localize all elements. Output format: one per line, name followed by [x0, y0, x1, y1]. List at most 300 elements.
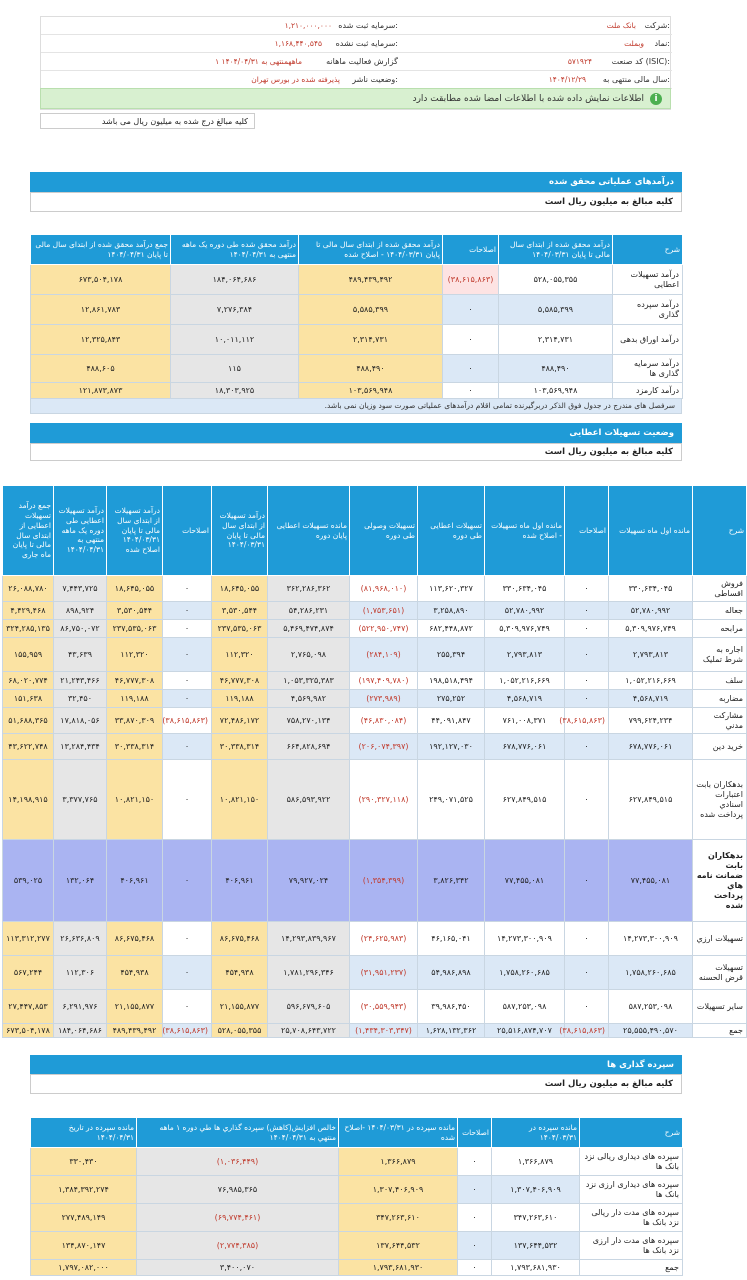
loans-cell: ۰ — [565, 638, 609, 672]
loans-cell: ۱,۰۵۲,۲۱۶,۶۶۹ — [485, 672, 565, 690]
deposits-cell: ۳۴۷,۲۶۳,۶۱۰ — [339, 1204, 458, 1232]
loans-cell: ۱۴,۲۷۳,۳۰۰,۹۰۹ — [485, 922, 565, 956]
income-cell: ۱۲,۳۲۵,۸۴۳ — [31, 325, 171, 355]
loans-cell: ۰ — [163, 672, 212, 690]
loans-cell: ۷۶۱,۰۰۸,۳۷۱ — [485, 708, 565, 734]
loans-cell: ۳۲۴,۲۸۵,۱۳۵ — [3, 620, 54, 638]
loans-cell: ۰ — [565, 990, 609, 1024]
deposits-row-label: جمع — [580, 1260, 683, 1276]
loans-cell: ۷۷,۴۵۵,۰۸۱ — [609, 840, 693, 922]
loans-cell: ۰ — [163, 690, 212, 708]
loans-cell: ۲۱,۱۵۵,۸۷۷ — [107, 990, 163, 1024]
income-cell: ۵۲۸,۰۵۵,۳۵۵ — [499, 265, 613, 295]
loans-cell: ۰ — [565, 922, 609, 956]
deposits-cell: ۰ — [458, 1204, 492, 1232]
loans-cell: (۲۷۳,۹۸۹) — [350, 690, 418, 708]
loans-row-label: خرید دین — [693, 734, 747, 760]
loans-col-header: درآمد تسهیلات از ابتدای سال مالی تا پایان ۱۴۰۴/۰۳/۳۱ اصلاح شده — [107, 486, 163, 576]
loans-cell: ۰ — [565, 760, 609, 840]
fiscal-value: ۱۴۰۴/۱۲/۲۹ — [548, 75, 586, 84]
loans-cell: ۳۹,۹۸۶,۴۵۰ — [418, 990, 485, 1024]
loans-cell: (۳۸,۶۱۵,۸۶۳) — [565, 1024, 609, 1038]
loans-cell: ۲۵,۵۱۶,۸۷۴,۷۰۷ — [485, 1024, 565, 1038]
unit-note-text: کلیه مبالغ درج شده به میلیون ریال می باشد — [101, 116, 248, 126]
loans-row — [3, 840, 747, 922]
loans-cell: ۱۵۱,۶۳۸ — [3, 690, 54, 708]
loans-row — [3, 708, 747, 734]
loans-cell: ۱,۶۲۸,۱۳۲,۳۶۲ — [418, 1024, 485, 1038]
income-col-header: شرح — [613, 235, 683, 265]
loans-row — [3, 638, 747, 672]
loans-cell: ۷۹۹,۶۲۴,۲۳۴ — [609, 708, 693, 734]
deposits-cell: ۷۶,۹۸۵,۳۶۵ — [137, 1176, 339, 1204]
income-col-header: درآمد محقق شده طی دوره یک ماهه منتهی به ۱۴۰۴/۰۴/۳۱ — [171, 235, 299, 265]
loans-row-label: تسهیلات قرض الحسنه — [693, 956, 747, 990]
info-row-4 — [41, 71, 672, 89]
loans-cell: (۳۱,۹۵۱,۲۳۷) — [350, 956, 418, 990]
income-cell: ۰ — [443, 325, 499, 355]
loans-cell: ۲۴۹,۰۷۱,۵۲۵ — [418, 760, 485, 840]
loans-cell: ۱۹۲,۱۲۷,۰۳۰ — [418, 734, 485, 760]
loans-cell: ۲,۷۹۳,۸۱۳ — [485, 638, 565, 672]
loans-cell: ۲۱,۲۴۳,۴۶۶ — [54, 672, 107, 690]
isic-label: کد صنعت (ISIC): — [611, 57, 670, 66]
loans-col-header: اصلاحات — [565, 486, 609, 576]
loans-cell: ۳,۸۲۶,۳۴۲ — [418, 840, 485, 922]
loans-cell: ۴۵۴,۹۳۸ — [212, 956, 268, 990]
loans-cell: ۷,۴۴۳,۷۲۵ — [54, 576, 107, 602]
loans-cell: ۰ — [163, 734, 212, 760]
income-row-label: درآمد اوراق بدهی — [613, 325, 683, 355]
deposits-cell: ۱,۷۹۷,۰۸۲,۰۰۰ — [31, 1260, 137, 1276]
deposits-row-label: سپرده های دیداری ارزی نزد بانک ها — [580, 1176, 683, 1204]
income-footnote — [30, 398, 682, 414]
loans-cell: ۵۲,۷۸۰,۹۹۲ — [485, 602, 565, 620]
income-cell: (۳۸,۶۱۵,۸۶۳) — [443, 265, 499, 295]
loans-cell: ۱۰,۸۲۱,۱۵۰ — [107, 760, 163, 840]
loans-cell: ۵۶۷,۲۴۴ — [3, 956, 54, 990]
loans-cell: ۷۵۸,۲۷۰,۱۳۴ — [268, 708, 350, 734]
loans-cell: ۲۳۷,۵۳۵,۰۶۳ — [107, 620, 163, 638]
loans-cell: ۴,۵۶۸,۷۱۹ — [485, 690, 565, 708]
loans-cell: ۳,۵۳۰,۵۴۴ — [107, 602, 163, 620]
loans-cell: ۴۶,۷۷۷,۳۰۸ — [212, 672, 268, 690]
loans-cell: ۰ — [163, 638, 212, 672]
deposits-cell: ۰ — [458, 1232, 492, 1260]
info-row-1 — [41, 17, 672, 35]
loans-cell: ۵۳۹,۰۲۵ — [3, 840, 54, 922]
deposits-cell: ۳۳۰,۴۳۰ — [31, 1148, 137, 1176]
deposits-table — [30, 1117, 683, 1276]
loans-cell: ۸۶,۷۵۰,۰۷۲ — [54, 620, 107, 638]
income-footnote-text: سرفصل های مندرج در جدول فوق الذکر دربرگیرنده تمامی اقلام درآمدهای عملیاتی صورت سود وزیان نمی باشد. — [324, 401, 675, 410]
loans-cell: ۴۳,۶۲۲,۷۴۸ — [3, 734, 54, 760]
deposits-section-subtitle — [30, 1074, 682, 1094]
loans-cell: ۳,۲۵۸,۸۹۰ — [418, 602, 485, 620]
loans-cell: ۰ — [565, 734, 609, 760]
loans-cell: ۱۴,۱۹۸,۹۱۵ — [3, 760, 54, 840]
loans-cell: ۲۷,۴۴۷,۸۵۳ — [3, 990, 54, 1024]
deposits-cell: ۱,۳۶۶,۸۷۹ — [339, 1148, 458, 1176]
income-section-header — [30, 172, 682, 192]
loans-cell: (۱,۷۵۳,۶۵۱) — [350, 602, 418, 620]
verification-alert — [40, 88, 671, 109]
publisher-value: پذیرفته شده در بورس تهران — [251, 75, 340, 84]
loans-col-header: مانده اول ماه تسهیلات — [609, 486, 693, 576]
deposits-title: سپرده گذاری ها — [607, 1059, 674, 1070]
loans-cell: ۴۴,۰۹۱,۸۴۷ — [418, 708, 485, 734]
income-row — [31, 355, 683, 383]
deposits-cell: ۰ — [458, 1176, 492, 1204]
loans-cell: ۳۲,۴۵۰ — [54, 690, 107, 708]
unreg-capital-value: ۱,۱۶۸,۴۴۰,۵۴۵ — [274, 39, 322, 48]
loans-cell: ۱۱۳,۶۲۰,۳۲۷ — [418, 576, 485, 602]
income-cell: ۴۸۸,۶۰۵ — [31, 355, 171, 383]
report-label: گزارش فعالیت ماهانه — [326, 57, 398, 66]
loans-row — [3, 690, 747, 708]
deposits-cell: ۱,۳۸۴,۳۹۲,۲۷۴ — [31, 1176, 137, 1204]
loans-cell: ۱۳,۲۸۴,۴۳۴ — [54, 734, 107, 760]
loans-cell: ۱۵۵,۹۵۹ — [3, 638, 54, 672]
deposits-total-row — [31, 1260, 683, 1276]
deposits-row — [31, 1232, 683, 1260]
income-row — [31, 383, 683, 399]
loans-cell: ۵۸۶,۵۹۳,۹۲۲ — [268, 760, 350, 840]
loans-title: وضعیت تسهیلات اعطایی — [569, 428, 674, 438]
loans-cell: ۱۱۳,۳۱۲,۲۷۷ — [3, 922, 54, 956]
income-cell: ۱۰۳,۵۶۹,۹۴۸ — [299, 383, 443, 399]
loans-col-header: جمع درآمد تسهیلات اعطایی از ابتدای سال مالی تا پایان ماه جاری — [3, 486, 54, 576]
loans-cell: ۳۳۰,۶۳۴,۰۴۵ — [609, 576, 693, 602]
loans-col-header: شرح — [693, 486, 747, 576]
loans-row — [3, 956, 747, 990]
loans-section-header — [30, 423, 682, 443]
income-title: درآمدهای عملیاتی محقق شده — [549, 177, 674, 187]
symbol-label: نماد: — [654, 39, 670, 48]
loans-row-label: بدهکاران بابت اعتبارات اسنادي پرداخت شده — [693, 760, 747, 840]
loans-cell: ۰ — [565, 690, 609, 708]
income-row-label: درآمد کارمزد — [613, 383, 683, 399]
loans-row — [3, 602, 747, 620]
loans-cell: ۱۱۲,۳۲۰ — [107, 638, 163, 672]
loans-cell: ۱۱۹,۱۸۸ — [107, 690, 163, 708]
loans-cell: ۲۶,۶۳۶,۸۰۹ — [54, 922, 107, 956]
loans-col-header: درآمد تسهیلات از ابتدای سال مالی تا پایان ۱۴۰۴/۰۳/۳۱ — [212, 486, 268, 576]
loans-cell: ۵۱,۶۸۸,۳۶۵ — [3, 708, 54, 734]
loans-cell: ۴۰۶,۹۶۱ — [212, 840, 268, 922]
loans-cell: ۴۶,۱۶۵,۰۴۱ — [418, 922, 485, 956]
loans-cell: ۱,۷۵۸,۲۶۰,۶۸۵ — [609, 956, 693, 990]
loans-cell: (۸۱,۹۶۸,۰۱۰) — [350, 576, 418, 602]
loans-cell: ۰ — [565, 840, 609, 922]
income-cell: ۵,۵۸۵,۳۹۹ — [299, 295, 443, 325]
deposits-cell: ۱۳۷,۶۴۴,۵۳۲ — [339, 1232, 458, 1260]
loans-cell: ۲۵,۵۵۵,۴۹۰,۵۷۰ — [609, 1024, 693, 1038]
loans-cell: (۲۴,۶۲۵,۹۸۳) — [350, 922, 418, 956]
loans-cell: ۳,۳۷۷,۷۶۵ — [54, 760, 107, 840]
loans-cell: ۳۳,۸۷۰,۳۰۹ — [107, 708, 163, 734]
loans-cell: ۰ — [163, 956, 212, 990]
company-label: شرکت: — [644, 21, 670, 30]
loans-cell: ۰ — [565, 576, 609, 602]
loans-cell: ۶,۲۹۱,۹۷۶ — [54, 990, 107, 1024]
loans-row-label: مرابحه — [693, 620, 747, 638]
loans-row-label: جمع — [693, 1024, 747, 1038]
unit-note — [40, 113, 255, 129]
capital-label: سرمایه ثبت شده: — [338, 21, 398, 30]
loans-row-label: فروش اقساطی — [693, 576, 747, 602]
loans-col-header: تسهیلات اعطایی طی دوره — [418, 486, 485, 576]
loans-cell: ۲,۷۹۳,۸۱۳ — [609, 638, 693, 672]
loans-col-header: تسهیلات وصولی طی دوره — [350, 486, 418, 576]
loans-cell: ۰ — [565, 602, 609, 620]
income-col-header: جمع درآمد محقق شده از ابتدای سال مالی تا پایان ۱۴۰۴/۰۴/۳۱ — [31, 235, 171, 265]
loans-cell: (۳۸,۶۱۵,۸۶۳) — [163, 708, 212, 734]
income-cell: ۷,۲۷۶,۳۸۴ — [171, 295, 299, 325]
loans-cell: (۳۸,۶۱۵,۸۶۳) — [565, 708, 609, 734]
deposits-cell: ۳,۴۰۰,۰۷۰ — [137, 1260, 339, 1276]
loans-col-header: اصلاحات — [163, 486, 212, 576]
deposits-subtitle: کلیه مبالغ به میلیون ریال است — [544, 1079, 673, 1089]
loans-cell: ۷۷,۴۵۵,۰۸۱ — [485, 840, 565, 922]
deposits-row-label: سپرده های مدت دار ریالی نزد بانک ها — [580, 1204, 683, 1232]
loans-cell: ۱,۷۸۱,۲۹۶,۳۴۶ — [268, 956, 350, 990]
deposits-cell: ۱,۷۹۳,۶۸۱,۹۳۰ — [339, 1260, 458, 1276]
loans-cell: ۱۴,۲۷۳,۳۰۰,۹۰۹ — [609, 922, 693, 956]
loans-cell: ۲,۷۶۵,۰۹۸ — [268, 638, 350, 672]
deposits-section-header — [30, 1055, 682, 1074]
loans-cell: ۱۱۲,۳۲۰ — [212, 638, 268, 672]
loans-row — [3, 734, 747, 760]
loans-cell: ۰ — [163, 840, 212, 922]
loans-cell: ۰ — [163, 602, 212, 620]
loans-cell: ۱۱۲,۳۰۶ — [54, 956, 107, 990]
deposits-cell: ۱۳۷,۶۴۴,۵۳۲ — [492, 1232, 580, 1260]
income-cell: ۵,۵۸۵,۳۹۹ — [499, 295, 613, 325]
deposits-cell: ۰ — [458, 1148, 492, 1176]
loans-cell: ۵,۴۶۹,۴۷۴,۸۷۴ — [268, 620, 350, 638]
deposits-cell: (۲,۷۷۴,۳۸۵) — [137, 1232, 339, 1260]
deposits-cell: ۱,۷۹۳,۶۸۱,۹۳۰ — [492, 1260, 580, 1276]
loans-cell: ۲۵,۷۰۸,۶۴۳,۷۲۲ — [268, 1024, 350, 1038]
deposits-row — [31, 1204, 683, 1232]
loans-row-label: جعاله — [693, 602, 747, 620]
loans-cell: ۴,۵۶۸,۷۱۹ — [609, 690, 693, 708]
income-row-label: درآمد تسهیلات اعطایی — [613, 265, 683, 295]
loans-cell: (۲۹۰,۳۲۷,۱۱۸) — [350, 760, 418, 840]
loans-subtitle: کلیه مبالغ به میلیون ریال است — [544, 447, 673, 457]
deposits-cell: ۳۴۷,۲۶۳,۶۱۰ — [492, 1204, 580, 1232]
loans-row — [3, 990, 747, 1024]
alert-text: اطلاعات نمایش داده شده با اطلاعات امضا شده مطابقت دارد — [412, 93, 644, 104]
deposits-cell: ۱,۳۰۷,۴۰۶,۹۰۹ — [492, 1176, 580, 1204]
loans-cell: ۵,۳۰۹,۹۷۶,۷۴۹ — [609, 620, 693, 638]
loans-cell: (۳۰,۵۵۹,۹۴۳) — [350, 990, 418, 1024]
income-cell: ۰ — [443, 295, 499, 325]
income-row — [31, 295, 683, 325]
loans-row — [3, 620, 747, 638]
loans-cell: ۴۳,۶۳۹ — [54, 638, 107, 672]
loans-cell: ۱۷,۸۱۸,۰۵۶ — [54, 708, 107, 734]
income-row — [31, 325, 683, 355]
income-cell: ۲,۳۱۴,۷۳۱ — [299, 325, 443, 355]
loans-cell: ۸۶,۶۷۵,۴۶۸ — [107, 922, 163, 956]
loans-cell: ۱,۷۵۸,۲۶۰,۶۸۵ — [485, 956, 565, 990]
loans-cell: ۱,۰۵۳,۳۲۵,۳۸۳ — [268, 672, 350, 690]
loans-cell: ۴۶,۷۷۷,۳۰۸ — [107, 672, 163, 690]
deposits-col-header: مانده سپرده در تاریخ ۱۴۰۴/۰۴/۳۱ — [31, 1118, 137, 1148]
loans-cell: ۲۵۵,۳۹۴ — [418, 638, 485, 672]
loans-cell: ۵,۳۰۹,۹۷۶,۷۴۹ — [485, 620, 565, 638]
income-cell: ۱۱۵ — [171, 355, 299, 383]
income-cell: ۲,۳۱۴,۷۳۱ — [499, 325, 613, 355]
deposits-col-header: مانده سپرده در ۱۴۰۴/۰۳/۳۱ -اصلاح شده — [339, 1118, 458, 1148]
income-cell: ۴۸۸,۴۹۰ — [299, 355, 443, 383]
income-cell: ۱۸۴,۰۶۴,۶۸۶ — [171, 265, 299, 295]
loans-cell: ۴,۴۲۹,۴۶۸ — [3, 602, 54, 620]
income-cell: ۱۲,۸۶۱,۷۸۳ — [31, 295, 171, 325]
loans-cell: ۰ — [163, 576, 212, 602]
loans-cell: ۶۷۸,۷۷۶,۰۶۱ — [609, 734, 693, 760]
loans-row-label: سایر تسهیلات — [693, 990, 747, 1024]
loans-cell: ۵۸۷,۲۵۳,۰۹۸ — [485, 990, 565, 1024]
loans-cell: ۲۱,۱۵۵,۸۷۷ — [212, 990, 268, 1024]
loans-cell: ۸۹۸,۹۲۴ — [54, 602, 107, 620]
loans-cell: (۱۹۷,۴۰۹,۷۸۰) — [350, 672, 418, 690]
loans-cell: ۵۴,۹۸۶,۸۹۸ — [418, 956, 485, 990]
loans-cell: ۴,۵۶۹,۹۸۲ — [268, 690, 350, 708]
loans-row — [3, 760, 747, 840]
loans-cell: ۱۸,۶۴۵,۰۵۵ — [107, 576, 163, 602]
deposits-cell: ۱۳۴,۸۷۰,۱۴۷ — [31, 1232, 137, 1260]
loans-cell: ۰ — [163, 620, 212, 638]
loans-row-label: تسهیلات ارزي — [693, 922, 747, 956]
loans-cell: ۰ — [163, 760, 212, 840]
loans-cell: ۱,۰۵۲,۲۱۶,۶۶۹ — [609, 672, 693, 690]
loans-cell: ۷۹,۹۲۷,۰۲۴ — [268, 840, 350, 922]
deposits-cell: (۱,۰۳۶,۴۴۹) — [137, 1148, 339, 1176]
loans-cell: ۳۰,۳۳۸,۳۱۴ — [107, 734, 163, 760]
loans-cell: ۴۵۴,۹۳۸ — [107, 956, 163, 990]
loans-cell: ۰ — [565, 956, 609, 990]
publisher-label: وضعیت ناشر: — [352, 75, 398, 84]
loans-cell: (۳۸,۶۱۵,۸۶۳) — [163, 1024, 212, 1038]
loans-cell: ۴۸۹,۴۳۹,۴۹۲ — [107, 1024, 163, 1038]
income-cell: ۰ — [443, 355, 499, 383]
loans-cell: ۱۳۲,۰۶۴ — [54, 840, 107, 922]
income-cell: ۴۸۹,۴۳۹,۴۹۲ — [299, 265, 443, 295]
income-cell: ۱۰۳,۵۶۹,۹۴۸ — [499, 383, 613, 399]
loans-cell: ۲۳۷,۵۳۵,۰۶۳ — [212, 620, 268, 638]
income-section-subtitle — [30, 192, 682, 212]
loans-total-row — [3, 1024, 747, 1038]
loans-cell: (۴۶,۸۳۰,۰۸۴) — [350, 708, 418, 734]
income-cell: ۱۸,۳۰۳,۹۲۵ — [171, 383, 299, 399]
loans-cell: ۱۸,۶۴۵,۰۵۵ — [212, 576, 268, 602]
loans-cell: ۵۲۸,۰۵۵,۳۵۵ — [212, 1024, 268, 1038]
income-row-label: درآمد سپرده گذاری — [613, 295, 683, 325]
isic-value: ۵۷۱۹۲۴ — [567, 57, 592, 66]
income-row-label: درآمد سرمایه گذاری ها — [613, 355, 683, 383]
deposits-cell: ۱,۳۰۷,۴۰۶,۹۰۹ — [339, 1176, 458, 1204]
deposits-row-label: سپرده های مدت دار ارزی نزد بانک ها — [580, 1232, 683, 1260]
loans-cell: (۲۰۶,۰۷۴,۳۹۷) — [350, 734, 418, 760]
loans-cell: ۶۸۲,۴۴۸,۸۷۲ — [418, 620, 485, 638]
loans-cell: ۰ — [565, 672, 609, 690]
deposits-cell: ۱,۳۶۶,۸۷۹ — [492, 1148, 580, 1176]
income-cell: ۰ — [443, 383, 499, 399]
deposits-col-header: شرح — [580, 1118, 683, 1148]
deposits-row — [31, 1176, 683, 1204]
deposits-cell: ۰ — [458, 1260, 492, 1276]
loans-cell: ۰ — [565, 620, 609, 638]
income-table — [30, 234, 683, 399]
loans-cell: ۳,۵۳۰,۵۴۴ — [212, 602, 268, 620]
capital-value: ۱,۲۱۰,۰۰۰,۰۰۰ — [284, 21, 332, 30]
loans-cell: ۶۷۸,۷۷۶,۰۶۱ — [485, 734, 565, 760]
loans-cell: ۶۸,۰۲۰,۷۷۴ — [3, 672, 54, 690]
info-row-3 — [41, 53, 672, 71]
symbol-value: وبملت — [624, 39, 644, 48]
loans-row — [3, 672, 747, 690]
loans-cell: ۵۲,۷۸۰,۹۹۲ — [609, 602, 693, 620]
income-cell: ۴۸۸,۴۹۰ — [499, 355, 613, 383]
loans-cell: (۱,۴۳۴,۳۰۳,۳۴۷) — [350, 1024, 418, 1038]
loans-table — [2, 485, 747, 1038]
deposits-row — [31, 1148, 683, 1176]
loans-row — [3, 922, 747, 956]
info-icon: i — [650, 93, 662, 105]
loans-section-subtitle — [30, 443, 682, 461]
loans-cell: (۵۲۲,۹۵۰,۷۴۷) — [350, 620, 418, 638]
deposits-col-header: مانده سپرده در ۱۴۰۴/۰۳/۳۱ — [492, 1118, 580, 1148]
loans-cell: ۱۹۸,۵۱۸,۴۹۴ — [418, 672, 485, 690]
loans-row-label: سلف — [693, 672, 747, 690]
loans-cell: ۱۴,۲۹۳,۸۳۹,۹۶۷ — [268, 922, 350, 956]
income-cell: ۱۲۱,۸۷۳,۸۷۳ — [31, 383, 171, 399]
income-subtitle: کلیه مبالغ به میلیون ریال است — [544, 197, 673, 207]
loans-cell: ۰ — [163, 990, 212, 1024]
loans-row-label: بدهکاران بابت ضمانت نامه هاي پرداخت شده — [693, 840, 747, 922]
income-col-header: اصلاحات — [443, 235, 499, 265]
loans-cell: ۲۷۵,۲۵۲ — [418, 690, 485, 708]
fiscal-label: سال مالی منتهی به: — [602, 75, 670, 84]
loans-row-label: مضاربه — [693, 690, 747, 708]
loans-cell: ۳۳۰,۶۳۴,۰۴۵ — [485, 576, 565, 602]
deposits-col-header: اصلاحات — [458, 1118, 492, 1148]
loans-col-header: درآمد تسهیلات اعطایی طی دوره یک ماهه منتهی به ۱۴۰۴/۰۴/۳۱ — [54, 486, 107, 576]
loans-cell: ۱۸۴,۰۶۴,۶۸۶ — [54, 1024, 107, 1038]
loans-col-header: مانده تسهیلات اعطایی پایان دوره — [268, 486, 350, 576]
loans-cell: (۱,۳۵۴,۳۹۹) — [350, 840, 418, 922]
unreg-capital-label: سرمایه ثبت نشده: — [335, 39, 398, 48]
loans-cell: ۷۲,۴۸۶,۱۷۲ — [212, 708, 268, 734]
report-value: ۱ ماههمنتهی به ۱۴۰۴/۰۴/۳۱ — [215, 57, 302, 66]
loans-cell: ۰ — [163, 922, 212, 956]
loans-row-label: اجاره به شرط تملیک — [693, 638, 747, 672]
income-row — [31, 265, 683, 295]
loans-cell: ۵۴,۲۸۶,۲۳۱ — [268, 602, 350, 620]
loans-cell: ۲۶,۰۸۸,۷۸۰ — [3, 576, 54, 602]
deposits-cell: ۲۷۷,۴۸۹,۱۴۹ — [31, 1204, 137, 1232]
deposits-col-header: خالص افزایش(کاهش) سپرده گذاري ها طي دوره ۱ ماهه منتهي به ۱۴۰۴/۰۴/۳۱ — [137, 1118, 339, 1148]
loans-row-label: مشارکت مدني — [693, 708, 747, 734]
loans-cell: ۵۹۶,۶۷۹,۶۰۵ — [268, 990, 350, 1024]
loans-cell: ۳۰,۳۳۸,۳۱۴ — [212, 734, 268, 760]
loans-cell: ۵۸۷,۲۵۳,۰۹۸ — [609, 990, 693, 1024]
income-cell: ۱۰,۰۱۱,۱۱۲ — [171, 325, 299, 355]
loans-col-header: مانده اول ماه تسهیلات - اصلاح شده — [485, 486, 565, 576]
